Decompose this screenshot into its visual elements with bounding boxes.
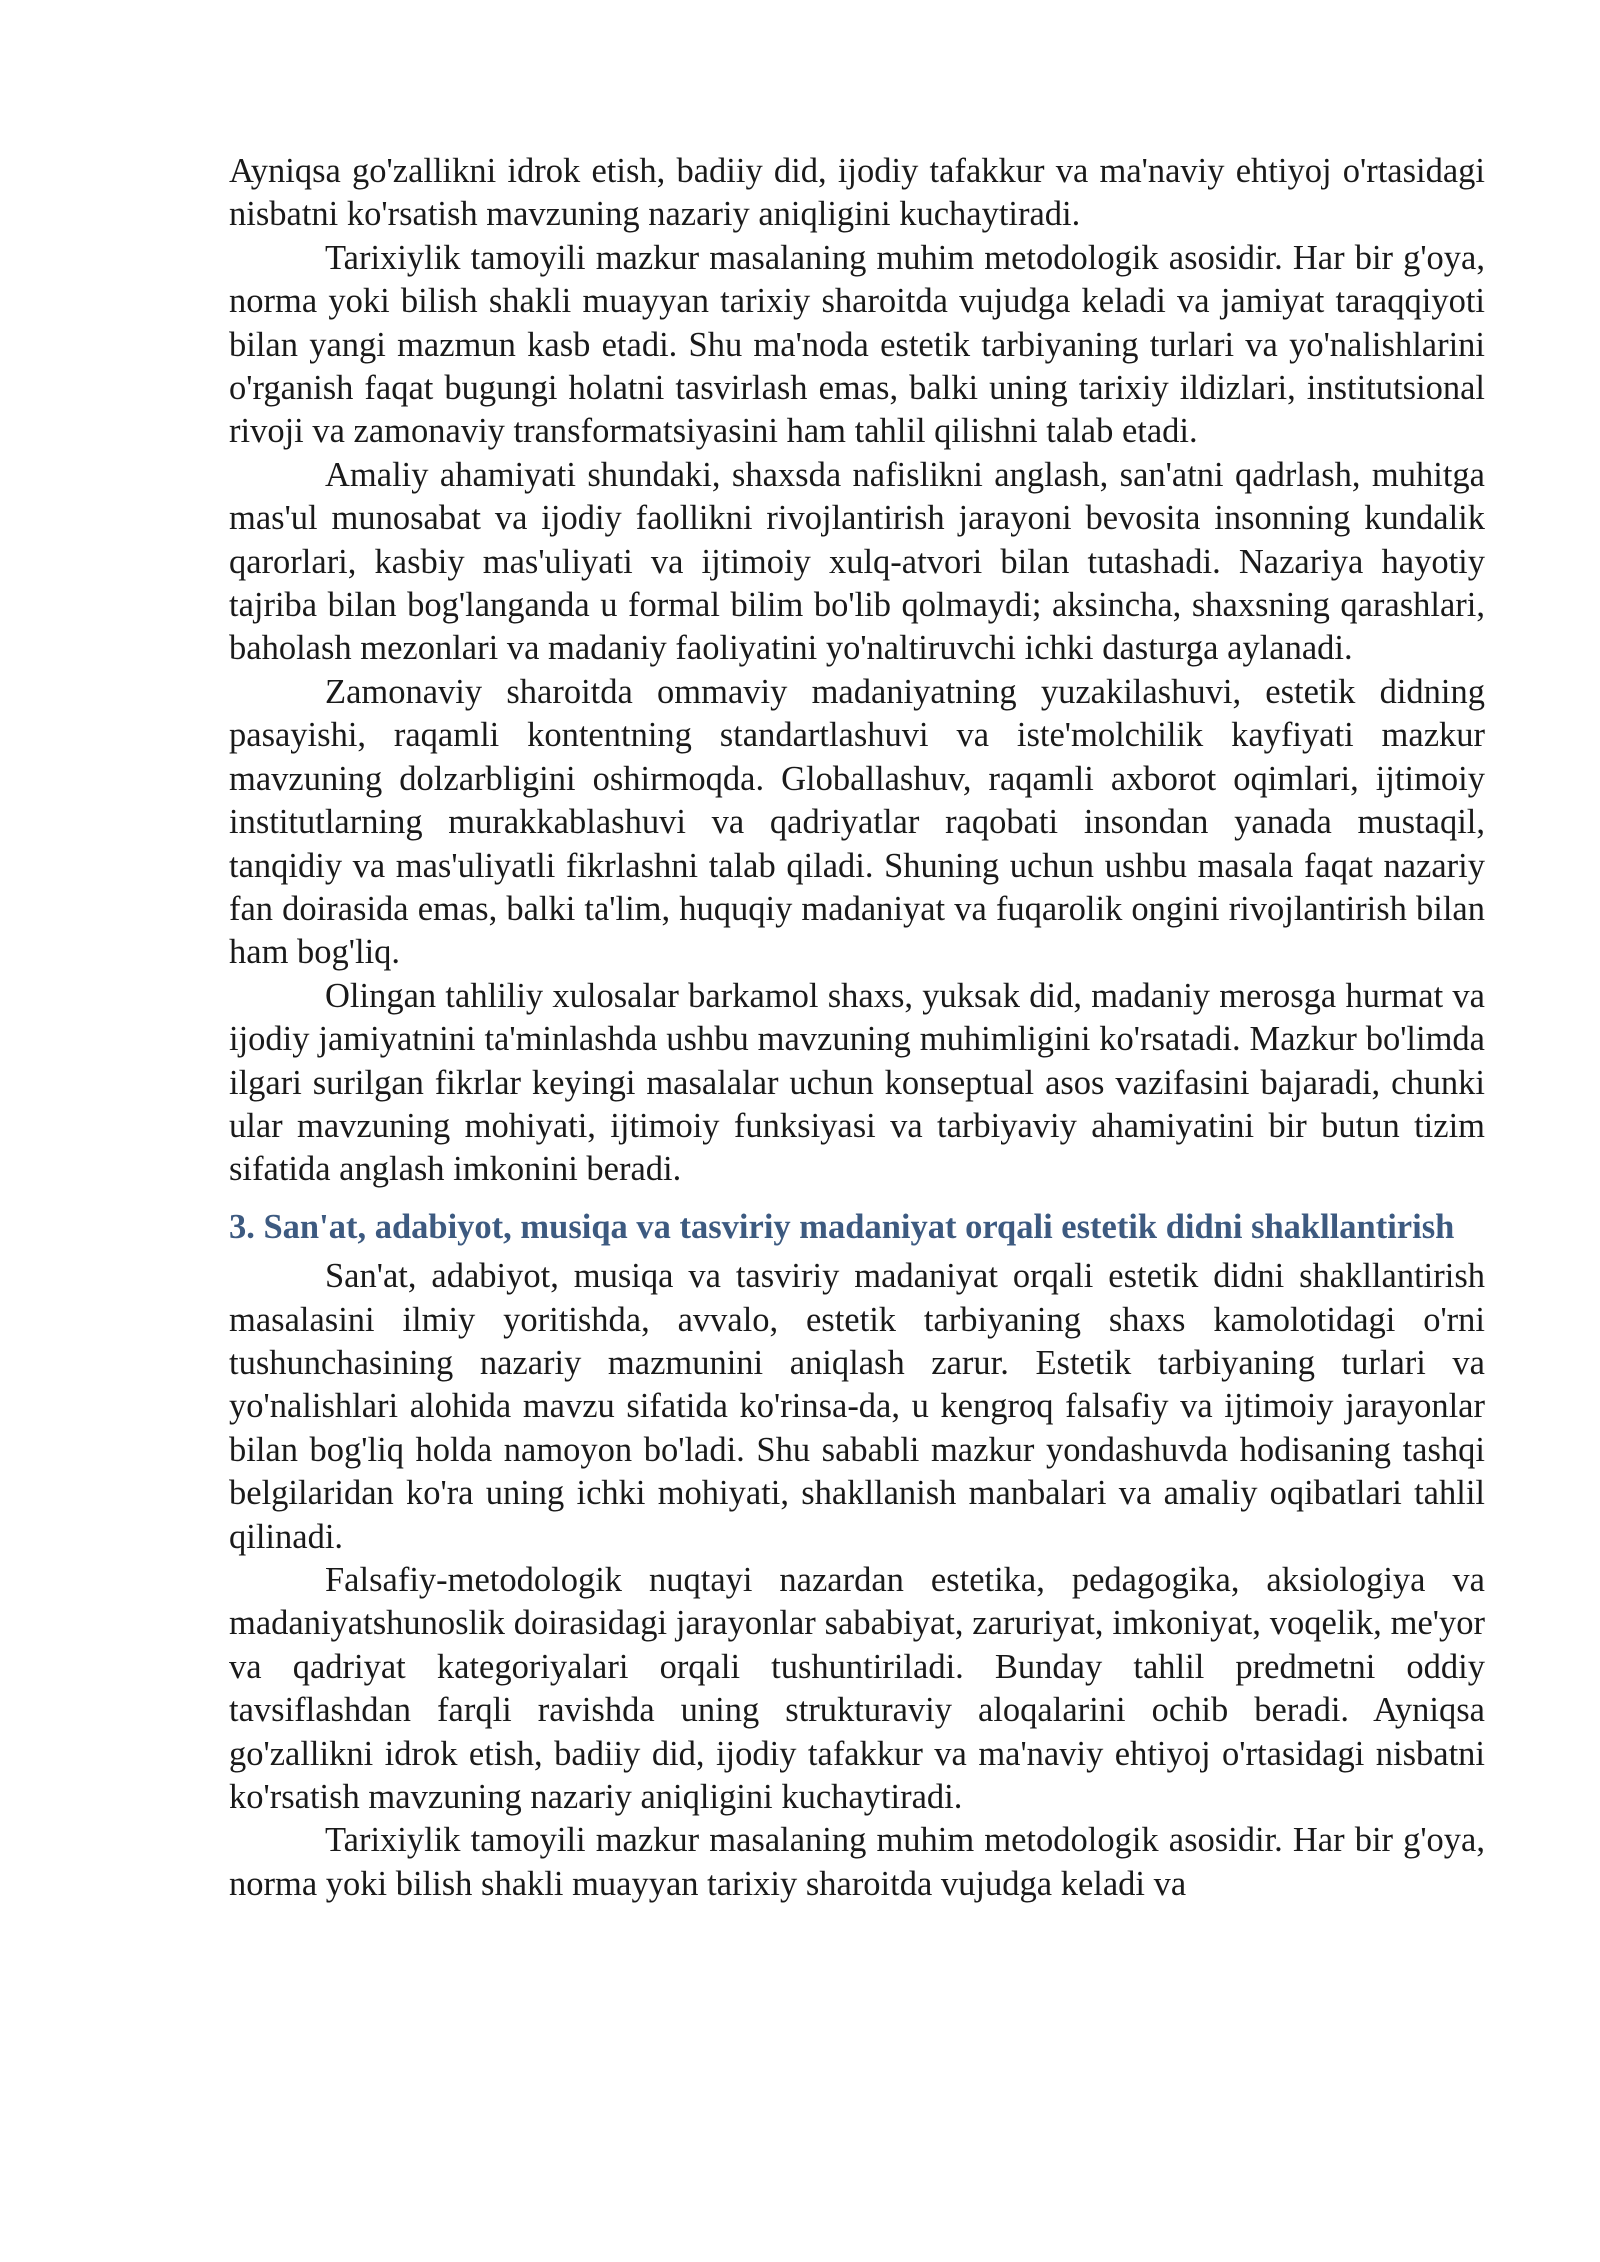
paragraph-conclusions: Olingan tahliliy xulosalar barkamol shaxs, yuksak did, madaniy merosga hurmat va ijodiy jamiyatnini ta'minlashda ushbu mavzuning muhimligini ko'rsatadi. Mazkur bo'limda ilgari surilgan fikrlar keyingi masalalar uchun konseptual asos vazifasini bajaradi, chunki ular mavzuning mohiyati, ijtimoiy funksiyasi va tarbiyaviy ahamiyatini bir butun tizim sifatida anglash imkonini beradi. bbox=[229, 976, 1485, 1189]
paragraph-modern-conditions: Zamonaviy sharoitda ommaviy madaniyatning yuzakilashuvi, estetik didning pasayishi, raqamli kontentning standartlashuvi va iste'molchilik kayfiyati mazkur mavzuning dolzarbligini oshirmoqda. Globallashuv, raqamli axborot oqimlari, ijtimoiy institutlarning murakkablashuvi va qadriyatlar raqobati insondan yanada mustaqil, tanqidiy va mas'uliyatli fikrlashni talab qiladi. Shuning uchun ushbu masala faqat nazariy fan doirasida emas, balki ta'lim, huquqiy madaniyat va fuqarolik ongini rivojlantirish bilan ham bog'liq. bbox=[229, 672, 1485, 972]
paragraph-methodology: Falsafiy-metodologik nuqtayi nazardan estetika, pedagogika, aksiologiya va madaniyatshunoslik doirasidagi jarayonlar sababiyat, zaruriyat, imkoniyat, voqelik, me'yor va qadriyat kategoriyalari orqali tushuntiriladi. Bunday tahlil predmetni oddiy tavsiflashdan farqli ravishda uning strukturaviy aloqalarini ochib beradi. Ayniqsa go'zallikni idrok etish, badiiy did, ijodiy tafakkur va ma'naviy ehtiyoj o'rtasidagi nisbatni ko'rsatish mavzuning nazariy aniqligini kuchaytiradi. bbox=[229, 1561, 1485, 1817]
section-heading: 3. San'at, adabiyot, musiqa va tasviriy madaniyat orqali estetik didni shakllantirish bbox=[229, 1207, 1455, 1246]
paragraph-practical-significance: Amaliy ahamiyati shundaki, shaxsda nafislikni anglash, san'atni qadrlash, muhitga mas'ul munosabat va ijodiy faollikni rivojlantirish jarayoni bevosita insonning kundalik qarorlari, kasbiy mas'uliyati va ijtimoiy xulq-atvori bilan tutashadi. Nazariya hayotiy tajriba bilan bog'langanda u formal bilim bo'lib qolmaydi; aksincha, shaxsning qarashlari, baholash mezonlari va madaniy faoliyatini yo'naltiruvchi ichki dasturga aylanadi. bbox=[229, 455, 1485, 668]
paragraph-historicism: Tarixiylik tamoyili mazkur masalaning muhim metodologik asosidir. Har bir g'oya, norma yoki bilish shakli muayyan tarixiy sharoitda vujudga keladi va jamiyat taraqqiyoti bilan yangi mazmun kasb etadi. Shu ma'noda estetik tarbiyaning turlari va yo'nalishlarini o'rganish faqat bugungi holatni tasvirlash emas, balki uning tarixiy ildizlari, institutsional rivoji va zamonaviy transformatsiyasini ham tahlil qilishni talab etadi. bbox=[229, 238, 1485, 451]
paragraph-historicism-repeat: Tarixiylik tamoyili mazkur masalaning muhim metodologik asosidir. Har bir g'oya, norma yoki bilish shakli muayyan tarixiy sharoitda vujudga keladi va bbox=[229, 1821, 1485, 1903]
paragraph-continued: Ayniqsa go'zallikni idrok etish, badiiy did, ijodiy tafakkur va ma'naviy ehtiyoj o'rtasidagi nisbatni ko'rsatish mavzuning nazariy aniqligini kuchaytiradi. bbox=[229, 152, 1485, 234]
document-page bbox=[229, 150, 1485, 1906]
paragraph-section-intro: San'at, adabiyot, musiqa va tasviriy madaniyat orqali estetik didni shakllantirish masalasini ilmiy yoritishda, avvalo, estetik tarbiyaning shaxs kamolotidagi o'rni tushunchasining nazariy mazmunini aniqlash zarur. Estetik tarbiyaning turlari va yo'nalishlari alohida mavzu sifatida ko'rinsa-da, u kengroq falsafiy va ijtimoiy jarayonlar bilan bog'liq holda namoyon bo'ladi. Shu sababli mazkur yondashuvda hodisaning tashqi belgilaridan ko'ra uning ichki mohiyati, shakllanish manbalari va amaliy oqibatlari tahlil qilinadi. bbox=[229, 1257, 1485, 1556]
